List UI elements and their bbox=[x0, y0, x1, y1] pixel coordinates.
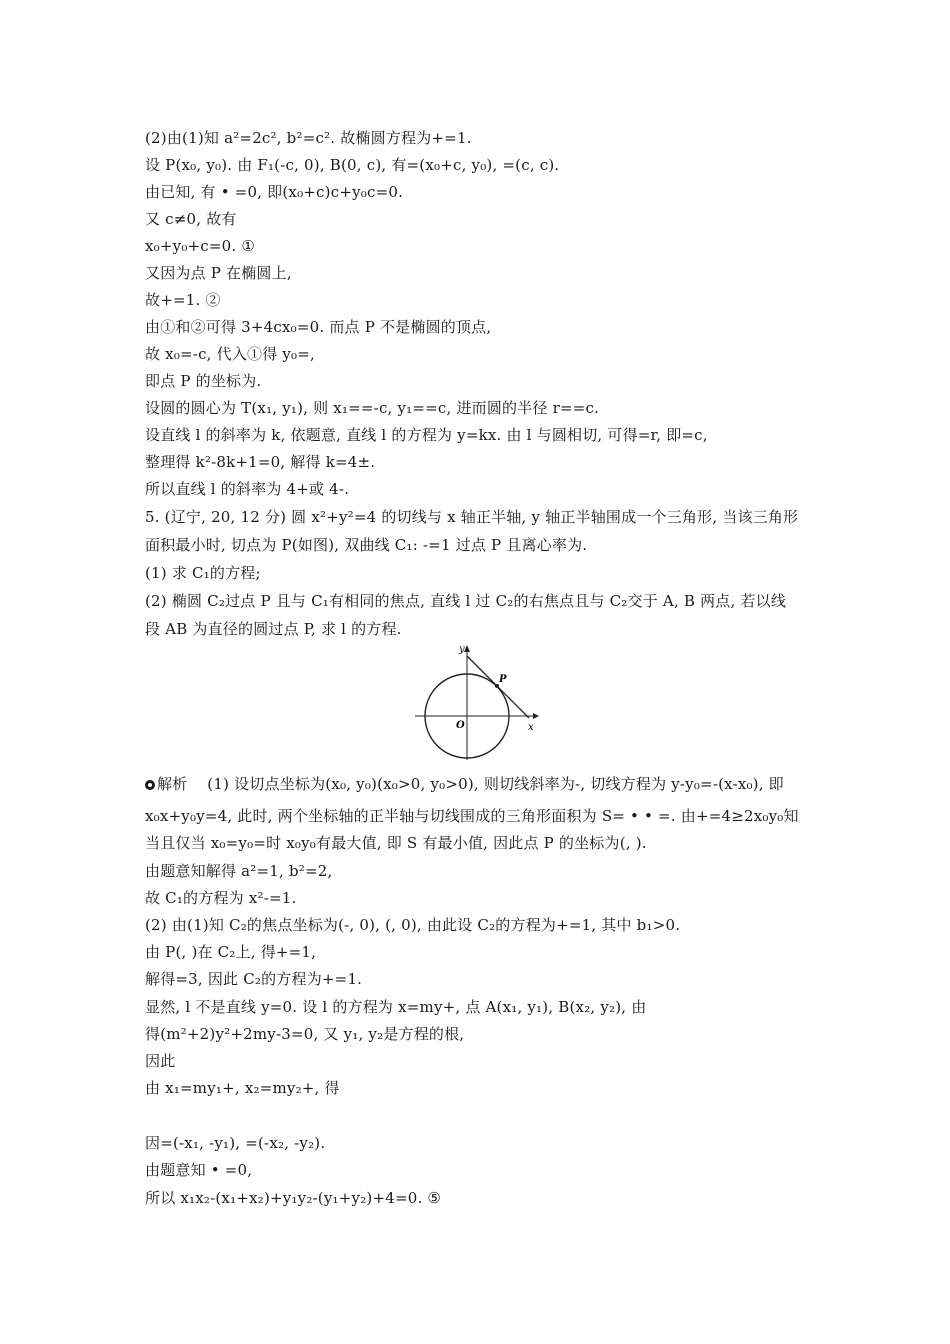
text-line: (2) 由(1)知 C₂的焦点坐标为(-, 0), (, 0), 由此设 C₂的方程为+=1, 其中 b₁>0. bbox=[145, 916, 681, 934]
text-line: 由题意知解得 a²=1, b²=2, bbox=[145, 862, 333, 880]
y-axis-arrow bbox=[464, 645, 470, 652]
text-line: 故 x₀=-c, 代入①得 y₀=, bbox=[145, 345, 316, 363]
text-line: 又因为点 P 在椭圆上, bbox=[145, 264, 292, 282]
problem-statement-line: (2) 椭圆 C₂过点 P 且与 C₁有相同的焦点, 直线 l 过 C₂的右焦点且与 C₂交于 A, B 两点, 若以线 bbox=[145, 592, 787, 610]
text-line: 当且仅当 x₀=y₀=时 x₀y₀有最大值, 即 S 有最小值, 因此点 P 的坐标为(, ). bbox=[145, 834, 647, 852]
text-line: 设圆的圆心为 T(x₁, y₁), 则 x₁==-c, y₁==c, 进而圆的半径 r==c. bbox=[145, 399, 600, 417]
text-line: 又 c≠0, 故有 bbox=[145, 210, 237, 228]
text-line: 故 C₁的方程为 x²-=1. bbox=[145, 889, 297, 907]
label-x: x bbox=[528, 722, 534, 733]
text-line: 显然, l 不是直线 y=0. 设 l 的方程为 x=my+, 点 A(x₁, y₁), B(x₂, y₂), 由 bbox=[145, 998, 647, 1016]
text-line: 故+=1. ② bbox=[145, 291, 221, 309]
text-line: 所以 x₁x₂-(x₁+x₂)+y₁y₂-(y₁+y₂)+4=0. ⑤ bbox=[145, 1189, 442, 1207]
text-line: 由①和②可得 3+4cx₀=0. 而点 P 不是椭圆的顶点, bbox=[145, 318, 492, 336]
text-line: 整理得 k²-8k+1=0, 解得 k=4±. bbox=[145, 453, 376, 471]
text-line: 得(m²+2)y²+2my-3=0, 又 y₁, y₂是方程的根, bbox=[145, 1025, 465, 1043]
text-line: (2)由(1)知 a²=2c², b²=c². 故椭圆方程为+=1. bbox=[145, 129, 472, 147]
text-line: x₀+y₀+c=0. ① bbox=[145, 237, 255, 255]
jiexi-label: 解析 bbox=[157, 775, 188, 793]
text-line: 设 P(x₀, y₀). 由 F₁(-c, 0), B(0, c), 有=(x₀+c, y₀), =(c, c). bbox=[145, 156, 560, 174]
label-y: y bbox=[459, 644, 465, 655]
text-line: 即点 P 的坐标为. bbox=[145, 372, 262, 390]
text-line: 由已知, 有 • =0, 即(x₀+c)c+y₀c=0. bbox=[145, 183, 404, 201]
text-line: 由 x₁=my₁+, x₂=my₂+, 得 bbox=[145, 1079, 340, 1097]
label-p: P bbox=[499, 674, 507, 685]
text-line: 解得=3, 因此 C₂的方程为+=1. bbox=[145, 970, 363, 988]
problem-statement-line: 段 AB 为直径的圆过点 P, 求 l 的方程. bbox=[145, 620, 402, 638]
jiexi-line bbox=[145, 774, 784, 794]
text-line: 因此 bbox=[145, 1052, 176, 1070]
text-line: 由 P(, )在 C₂上, 得+=1, bbox=[145, 943, 317, 961]
problem-statement-line: 5. (辽宁, 20, 12 分) 圆 x²+y²=4 的切线与 x 轴正半轴, y 轴正半轴围成一个三角形, 当该三角形 bbox=[145, 508, 799, 526]
text-line: 所以直线 l 的斜率为 4+或 4-. bbox=[145, 480, 350, 498]
text-line: x₀x+y₀y=4, 此时, 两个坐标轴的正半轴与切线围成的三角形面积为 S= • • =. 由+=4≥2x₀y₀知 bbox=[145, 807, 799, 825]
circle-tangent-figure bbox=[405, 640, 545, 765]
text-line: 由题意知 • =0, bbox=[145, 1161, 253, 1179]
problem-statement-line: (1) 求 C₁的方程; bbox=[145, 564, 261, 582]
text-line: 设直线 l 的斜率为 k, 依题意, 直线 l 的方程为 y=kx. 由 l 与圆相切, 可得=r, 即=c, bbox=[145, 426, 708, 444]
jiexi-first-line: (1) 设切点坐标为(x₀, y₀)(x₀>0, y₀>0), 则切线斜率为-, 切线方程为 y-y₀=-(x-x₀), 即 bbox=[207, 775, 784, 793]
text-line: 因=(-x₁, -y₁), =(-x₂, -y₂). bbox=[145, 1134, 326, 1152]
x-axis-arrow bbox=[533, 713, 539, 719]
label-origin: O bbox=[456, 720, 465, 731]
problem-statement-line: 面积最小时, 切点为 P(如图), 双曲线 C₁: -=1 过点 P 且离心率为. bbox=[145, 536, 588, 554]
jiexi-icon bbox=[145, 780, 155, 790]
